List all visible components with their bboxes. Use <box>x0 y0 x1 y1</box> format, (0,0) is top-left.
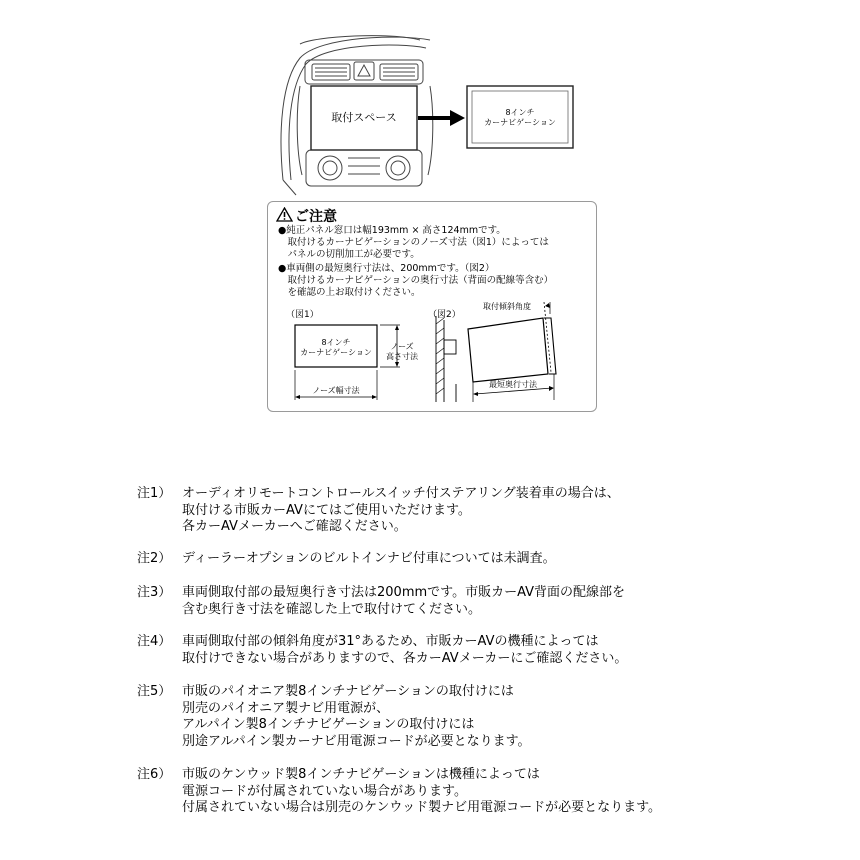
caution-title: ご注意 <box>295 209 337 225</box>
note-3-line-2: 含む奥行き寸法を確認した上で取付けてください。 <box>182 601 482 617</box>
caution-box <box>267 201 597 412</box>
fig1-nose-height-line2: 高さ寸法 <box>386 352 418 361</box>
install-space-label: 取付スペース <box>331 111 397 124</box>
note-4-line-2: 取付けできない場合がありますので、各カーAVメーカーにご確認ください。 <box>182 650 628 666</box>
note-3-number: 注3） <box>137 585 172 600</box>
fig1-navi-line1: 8インチ <box>321 338 351 347</box>
caution-line-4: ●車両側の最短奥行寸法は、200mmです。（図2） <box>278 263 495 274</box>
note-1-line-1: オーディオリモートコントロールスイッチ付ステアリング装着車の場合は、 <box>182 486 620 501</box>
note-2-line-1: ディーラーオプションのビルトインナビ付車については未調査。 <box>182 551 556 566</box>
note-4-number: 注4） <box>137 634 172 649</box>
note-5-number: 注5） <box>137 684 172 699</box>
caution-line-5: 取付けるカーナビゲーションの奥行寸法（背面の配線等含む） <box>278 275 554 286</box>
fig1-navi-line2: カーナビゲーション <box>300 348 372 357</box>
note-3-line-1: 車両側取付部の最短奥行き寸法は200mmです。市販カーAV背面の配線部を <box>182 585 626 600</box>
fig1-nose-height-line1: ノーズ <box>390 342 414 351</box>
fig2-tilt-angle: 取付傾斜角度 <box>483 302 531 311</box>
caution-line-3: パネルの切削加工が必要です。 <box>278 249 420 260</box>
navi-label-line2: カーナビゲーション <box>484 118 556 127</box>
fig2-caption: （図2） <box>428 310 461 320</box>
fig2-min-depth: 最短奥行寸法 <box>489 380 537 389</box>
note-6-line-2: 電源コードが付属されていない場合があります。 <box>182 783 467 799</box>
fig1-caption: （図1） <box>286 310 319 320</box>
note-5-line-4: 別途アルパイン製カーナビ用電源コードが必要となります。 <box>182 733 531 749</box>
caution-line-6: を確認の上お取付けください。 <box>278 287 421 298</box>
fig1-nose-width: ノーズ幅寸法 <box>312 386 360 395</box>
note-5-line-1: 市販のパイオニア製8インチナビゲーションの取付けには <box>182 684 514 699</box>
note-2-number: 注2） <box>137 551 172 566</box>
navi-label-line1: 8インチ <box>505 108 535 117</box>
note-4-line-1: 車両側取付部の傾斜角度が31°あるため、市販カーAVの機種によっては <box>182 634 599 649</box>
note-6-line-3: 付属されていない場合は別売のケンウッド製ナビ用電源コードが必要となります。 <box>182 800 662 815</box>
note-5-line-3: アルパイン製8インチナビゲーションの取付けには <box>182 717 475 732</box>
note-1-number: 注1） <box>137 486 172 501</box>
note-1-line-2: 取付ける市販カーAVにてはご使用いただけます。 <box>182 502 471 518</box>
note-6-line-1: 市販のケンウッド製8インチナビゲーションは機種によっては <box>182 767 540 782</box>
caution-line-1: ●純正パネル窓口は幅193mm × 高さ124mmです。 <box>278 225 506 236</box>
note-1-line-3: 各カーAVメーカーへご確認ください。 <box>182 519 407 534</box>
caution-line-2: 取付けるカーナビゲーションのノーズ寸法（図1）によっては <box>278 237 549 248</box>
note-5-line-2: 別売のパイオニア製ナビ用電源が、 <box>182 700 390 716</box>
note-6-number: 注6） <box>137 767 172 782</box>
